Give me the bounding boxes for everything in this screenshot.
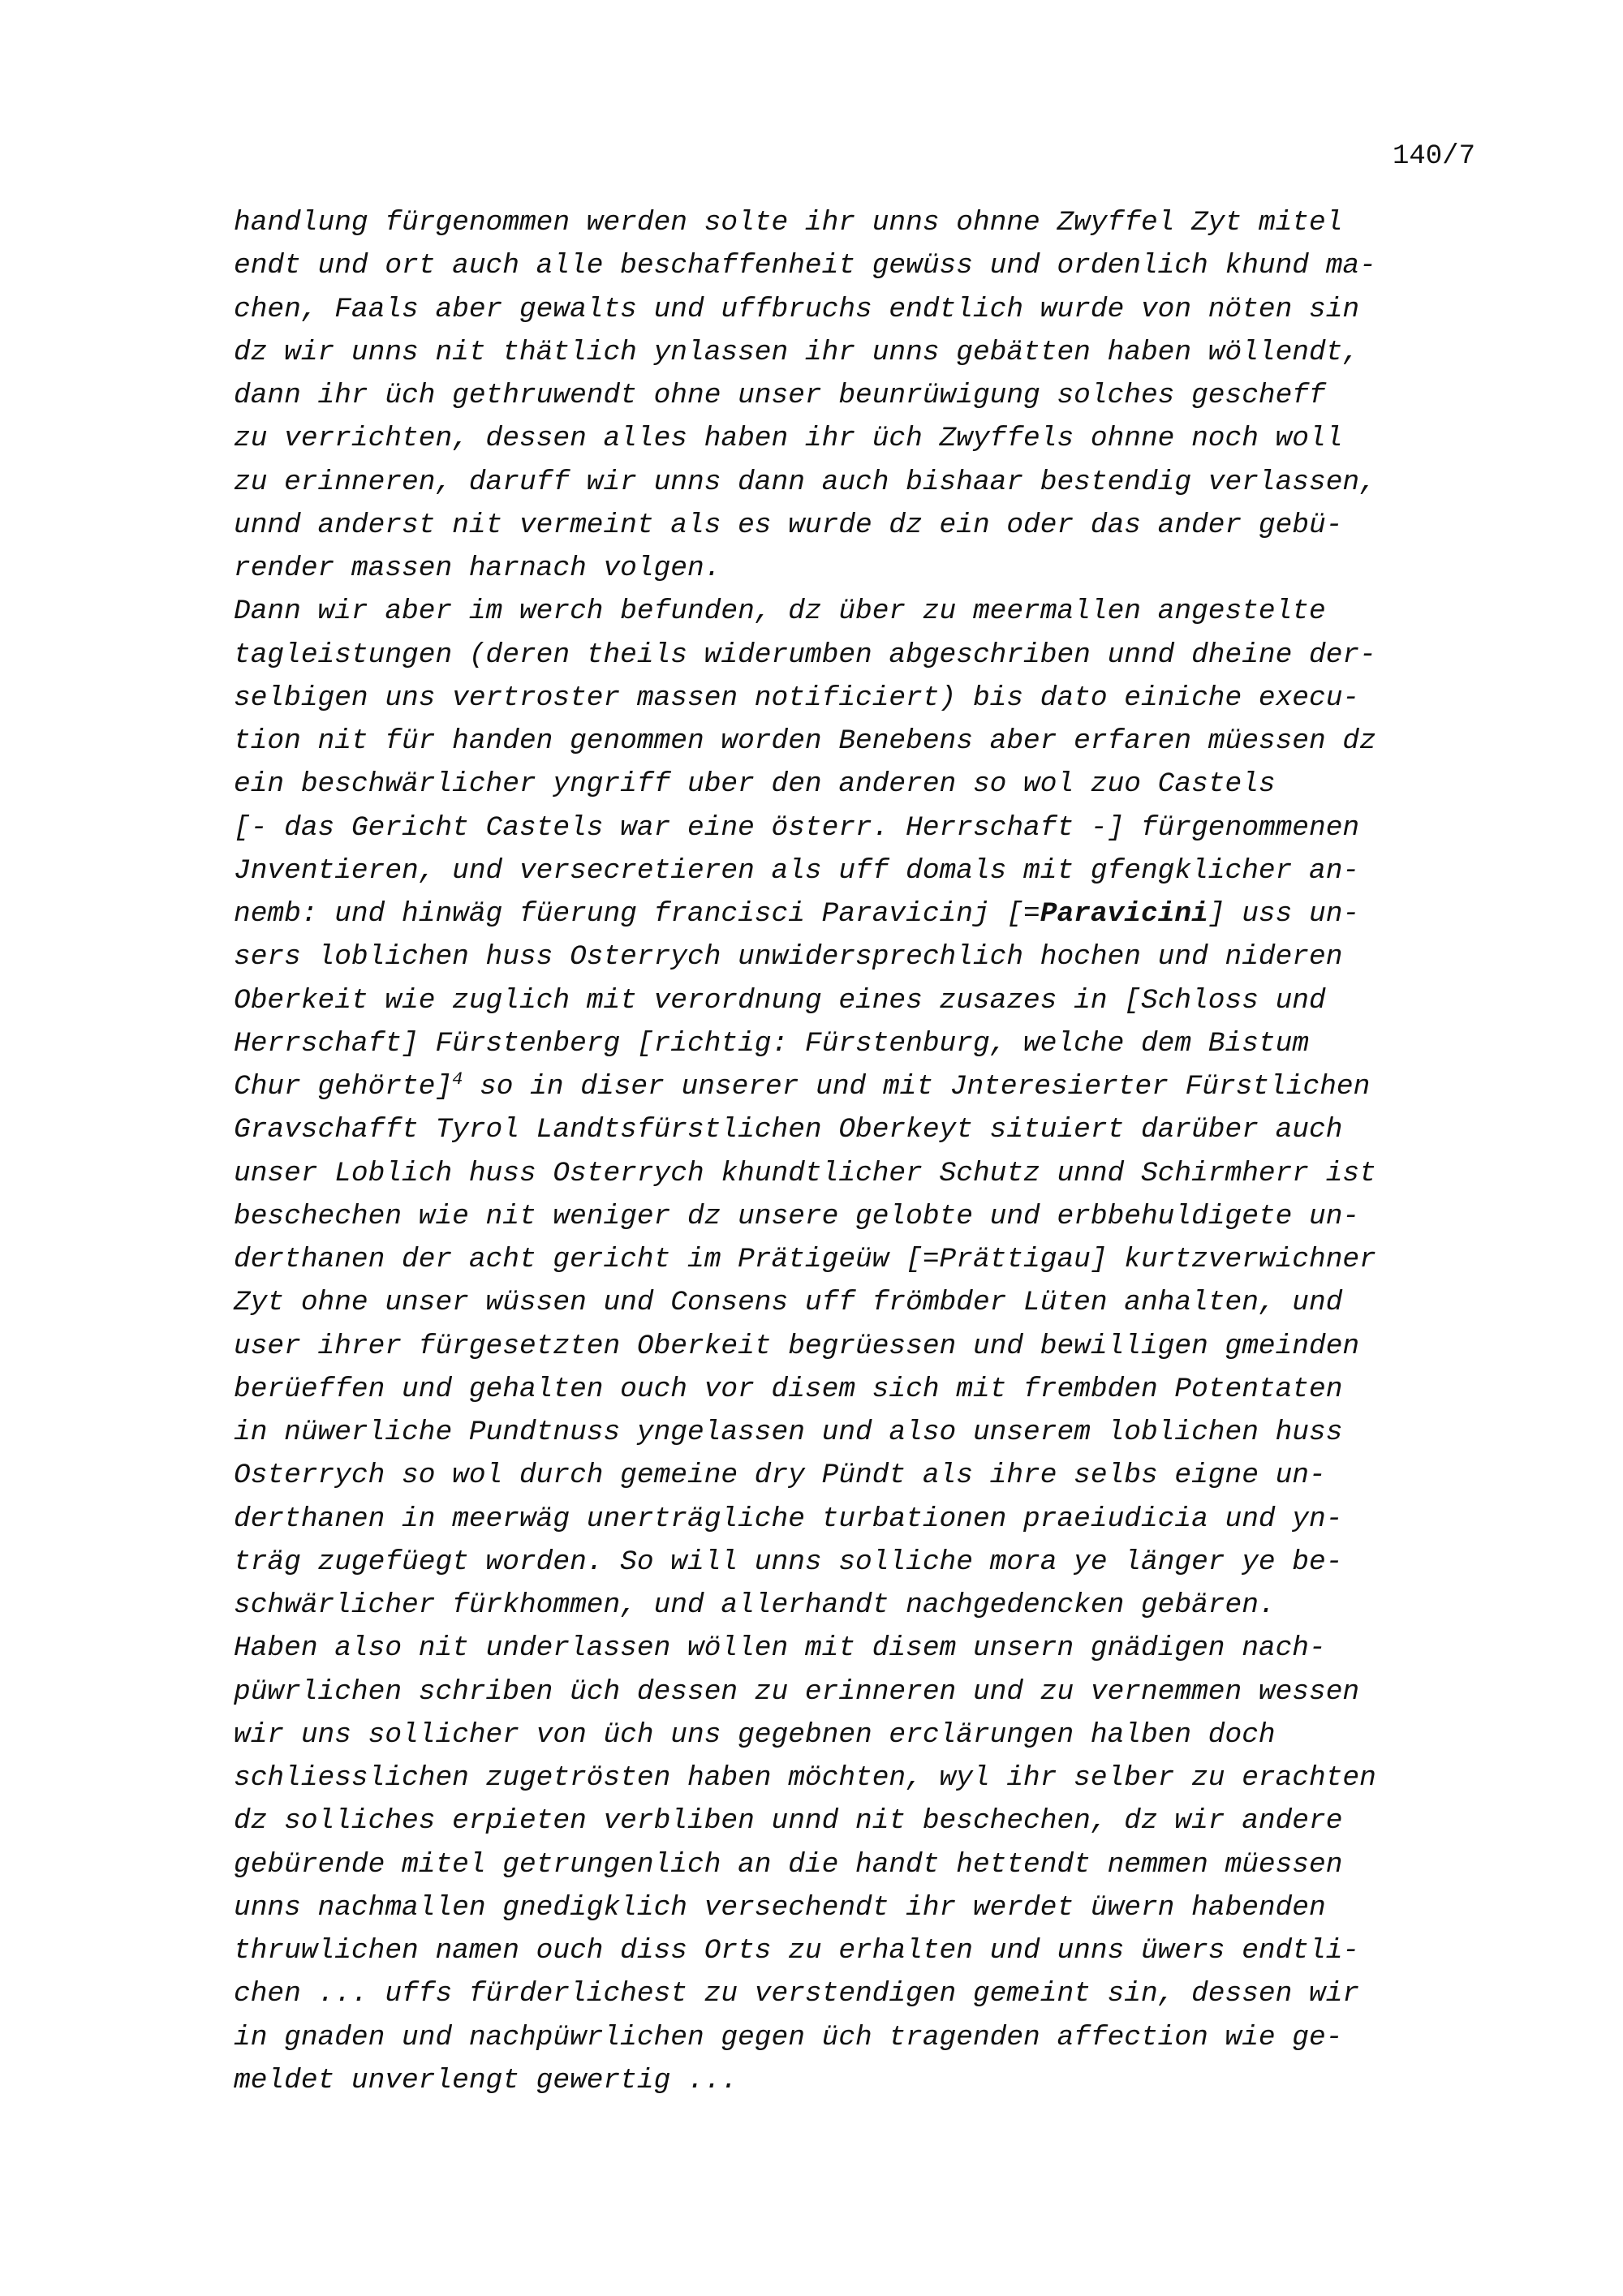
text-line: ein beschwärlicher yngriff uber den anderen so wol zuo Castels — [234, 768, 1276, 801]
text-line: unser Loblich huss Osterrych khundtlicher Schutz unnd Schirmherr ist — [234, 1157, 1376, 1189]
text-line — [234, 892, 1500, 935]
text-line: Oberkeit wie zuglich mit verordnung eines zusazes in [Schloss und — [234, 984, 1326, 1017]
text-line: Jnventieren, und versecretieren als uff domals mit gfengklicher an- — [234, 854, 1360, 887]
text-line: unnd anderst nit vermeint als es wurde dz ein oder das ander gebü- — [234, 509, 1343, 541]
text-line: Herrschaft] Fürstenberg [richtig: Fürstenburg, welche dem Bistum — [234, 1027, 1310, 1060]
text-line: thruwlichen namen ouch diss Orts zu erhalten und unns üwers endtli- — [234, 1935, 1360, 1967]
text-line: zu erinneren, daruff wir unns dann auch bishaar bestendig verlassen, — [234, 466, 1376, 498]
text-line — [234, 1065, 1500, 1108]
text-line: chen ... uffs fürderlichest zu verstendigen gemeint sin, dessen wir — [234, 1978, 1360, 2010]
text-line: derthanen der acht gericht im Prätigeüw [=Prättigau] kurtzverwichner — [234, 1244, 1376, 1275]
footnote-marker: 4 — [452, 1069, 463, 1090]
text-line: Dann wir aber im werch befunden, dz über zu meermallen angestelte — [234, 595, 1326, 628]
text-segment: nemb: und hinwäg füerung francisci Paravicinj [= — [234, 898, 1040, 930]
text-line: Gravschafft Tyrol Landtsfürstlichen Oberkeyt situiert darüber auch — [234, 1114, 1343, 1146]
text-line: selbigen uns vertroster massen notificiert) bis dato einiche execu- — [234, 681, 1360, 714]
text-line: handlung fürgenommen werden solte ihr unns ohnne Zwyffel Zyt mitel — [234, 207, 1343, 239]
text-line: chen, Faals aber gewalts und uffbruchs endtlich wurde von nöten sin — [234, 293, 1360, 325]
text-line: beschechen wie nit weniger dz unsere gelobte und erbbehuldigete un- — [234, 1200, 1360, 1232]
text-segment: so in diser unserer und mit Jnteresierter Fürstlichen — [463, 1071, 1371, 1103]
text-line: gebürende mitel getrungenlich an die handt hettendt nemmen müessen — [234, 1848, 1343, 1881]
text-segment: ] uss un- — [1208, 898, 1360, 930]
text-line: träg zugefüegt worden. So will unns solliche mora ye länger ye be- — [234, 1546, 1343, 1578]
text-line: Haben also nit underlassen wöllen mit disem unsern gnädigen nach- — [234, 1632, 1326, 1665]
text-line: meldet unverlengt gewertig ... — [234, 2064, 738, 2096]
text-line: schliesslichen zugetrösten haben möchten, wyl ihr selber zu erachten — [234, 1762, 1376, 1794]
text-line: endt und ort auch alle beschaffenheit gewüss und ordenlich khund ma- — [234, 250, 1376, 282]
text-line: unns nachmallen gnedigklich versechendt ihr werdet üwern habenden — [234, 1891, 1326, 1924]
text-line: schwärlicher fürkhommen, und allerhandt nachgedencken gebären. — [234, 1589, 1276, 1621]
text-line: tagleistungen (deren theils widerumben abgeschriben unnd dheine der- — [234, 638, 1376, 671]
text-line: in gnaden und nachpüwrlichen gegen üch tragenden affection wie ge- — [234, 2021, 1343, 2053]
text-line: [- das Gericht Castels war eine österr. Herrschaft -] fürgenommenen — [234, 811, 1360, 844]
bold-name: Paravicini — [1040, 898, 1208, 930]
text-line: berüeffen und gehalten ouch vor disem sich mit frembden Potentaten — [234, 1373, 1343, 1405]
text-line: wir uns sollicher von üch uns gegebnen erclärungen halben doch — [234, 1718, 1276, 1751]
text-line: püwrlichen schriben üch dessen zu erinneren und zu vernemmen wessen — [234, 1675, 1360, 1708]
text-line: tion nit für handen genommen worden Benebens aber erfaren müessen dz — [234, 725, 1376, 757]
text-line: dz solliches erpieten verbliben unnd nit beschechen, dz wir andere — [234, 1805, 1343, 1838]
text-line: in nüwerliche Pundtnuss yngelassen und also unserem loblichen huss — [234, 1417, 1343, 1448]
text-line: zu verrichten, dessen alles haben ihr üch Zwyffels ohnne noch woll — [234, 423, 1343, 455]
text-segment: Chur gehörte] — [234, 1071, 453, 1103]
text-line: dann ihr üch gethruwendt ohne unser beunrüwigung solches gescheff — [234, 380, 1326, 411]
text-line: user ihrer fürgesetzten Oberkeit begrüessen und bewilligen gmeinden — [234, 1330, 1360, 1362]
text-line: dz wir unns nit thätlich ynlassen ihr unns gebätten haben wöllendt, — [234, 336, 1360, 368]
text-line: render massen harnach volgen. — [234, 553, 721, 584]
text-line: sers loblichen huss Osterrych unwidersprechlich hochen und nideren — [234, 941, 1343, 974]
document-body — [234, 201, 1500, 2102]
text-line: Osterrych so wol durch gemeine dry Pündt als ihre selbs eigne un- — [234, 1460, 1326, 1492]
page-number: 140/7 — [1392, 141, 1475, 172]
text-line: derthanen in meerwäg unerträgliche turbationen praeiudicia und yn- — [234, 1503, 1343, 1535]
text-line: Zyt ohne unser wüssen und Consens uff frömbder Lüten anhalten, und — [234, 1287, 1343, 1319]
